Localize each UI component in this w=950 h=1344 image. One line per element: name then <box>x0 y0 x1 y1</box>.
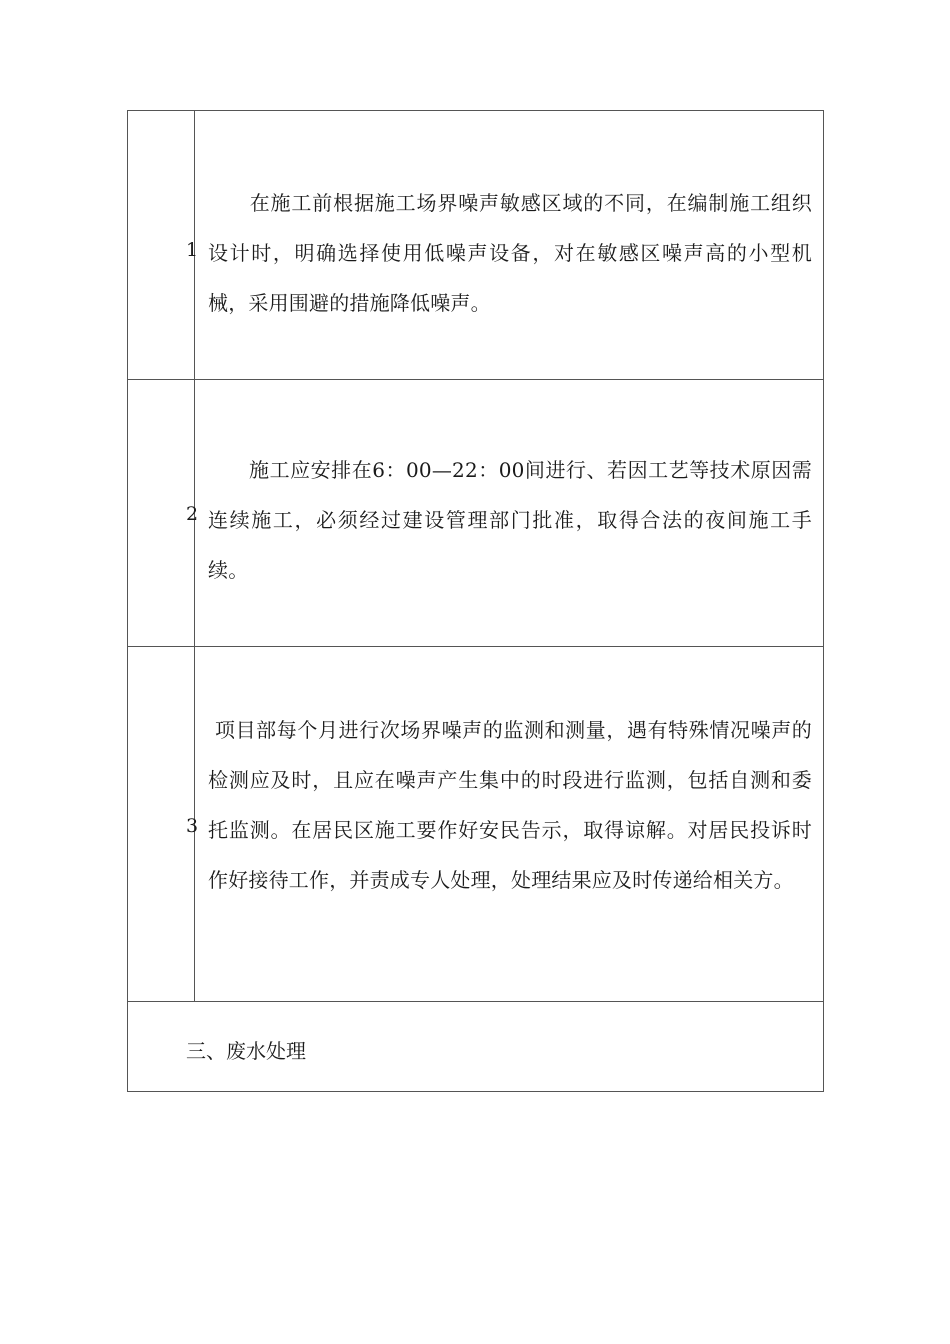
row-number: 3 <box>186 815 199 837</box>
row-number: 1 <box>186 239 199 261</box>
row-text: 在施工前根据施工场界噪声敏感区域的不同，在编制施工组织设计时，明确选择使用低噪声设备，对在敏感区噪声高的小型机械，采用围避的措施降低噪声。 <box>208 191 812 315</box>
row-divider <box>128 379 823 380</box>
section-heading: 三、废水处理 <box>186 1039 306 1063</box>
row-text: 项目部每个月进行次场界噪声的监测和测量，遇有特殊情况噪声的检测应及时，且应在噪声产生集中的时段进行监测，包括自测和委托监测。在居民区施工要作好安民告示，取得谅解。对居民投诉时作好接待工作，并责成专人处理，处理结果应及时传递给相关方。 <box>208 718 812 892</box>
content-table <box>127 110 824 1092</box>
row-divider <box>128 1001 823 1002</box>
row-number: 2 <box>186 503 199 525</box>
row-divider <box>128 646 823 647</box>
row-text: 施工应安排在6：00—22：00间进行、若因工艺等技术原因需连续施工，必须经过建设管理部门批准，取得合法的夜间施工手续。 <box>208 458 812 582</box>
